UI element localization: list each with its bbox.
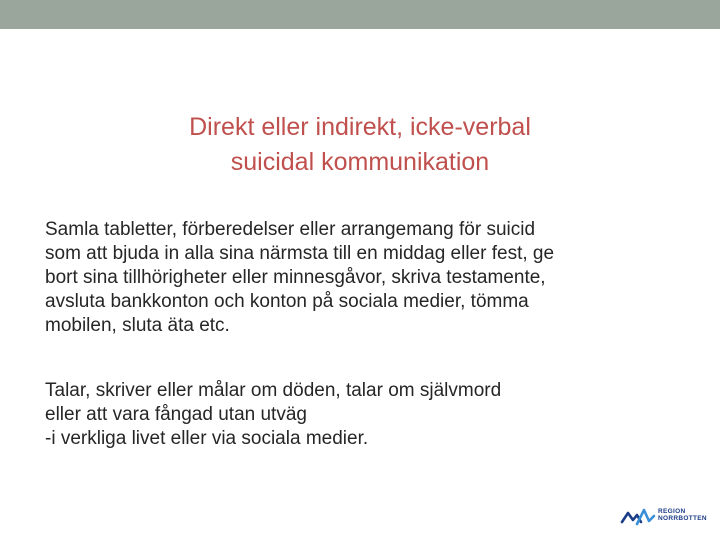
body-line: avsluta bankkonton och konton på sociala medier, tömma [45,291,529,312]
body-line: som att bjuda in alla sina närmsta till en middag eller fest, ge [45,243,555,264]
body-line: Talar, skriver eller målar om döden, talar om självmord [45,380,502,401]
top-bar [0,0,720,29]
body-paragraph-talking-about-death [45,379,695,451]
body-line: mobilen, sluta äta etc. [45,315,230,336]
body-line: bort sina tillhörigheter eller minnesgåvor, skriva testamente, [45,267,546,288]
body-line: eller att vara fångad utan utväg [45,404,307,425]
body-line: -i verkliga livet eller via sociala medier. [45,428,369,449]
slide-title [60,110,660,180]
region-norrbotten-logo-icon [620,504,656,528]
slide-title-line: Direkt eller indirekt, icke-verbal [189,113,531,141]
logo-text [658,508,707,522]
body-paragraph-preparations [45,218,695,338]
logo-text-line: NORRBOTTEN [658,515,707,522]
slide-body [45,218,695,451]
logo-text-line: REGION [658,508,686,515]
slide-title-line: suicidal kommunikation [230,148,490,176]
body-line: Samla tabletter, förberedelser eller arrangemang för suicid [45,219,536,240]
region-norrbotten-logo [620,504,712,528]
